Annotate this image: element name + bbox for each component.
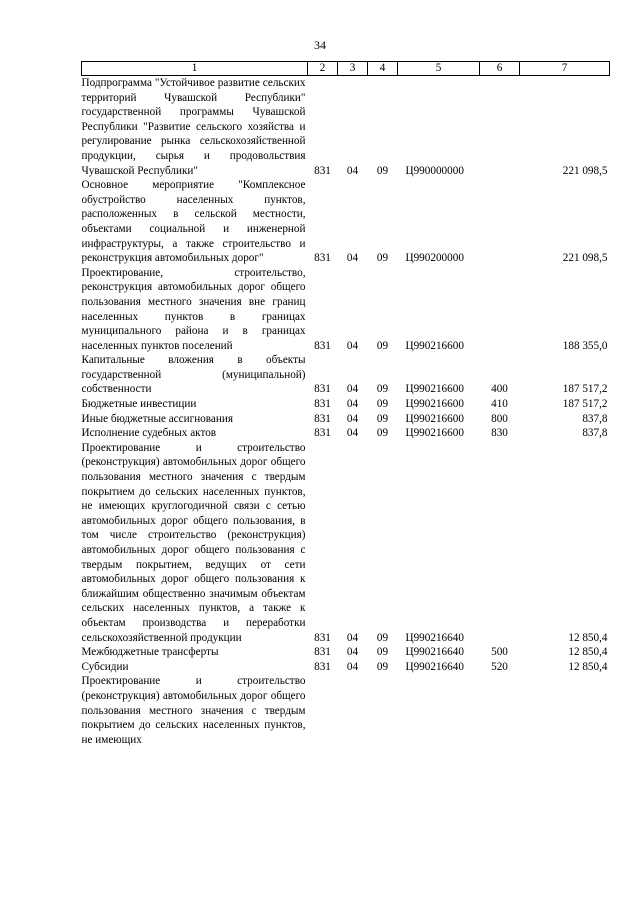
row-section: 04: [346, 631, 359, 644]
row-amount: 837,8: [582, 427, 608, 440]
row-amount: 12 850,4: [568, 631, 608, 644]
row-subsection: 09: [376, 398, 389, 411]
budget-table: [81, 61, 610, 747]
row-expense-type: [480, 674, 520, 747]
row-subsection: 09: [376, 646, 389, 659]
row-subsection: 09: [376, 660, 389, 673]
row-admin-code: [308, 674, 338, 747]
row-subsection: 09: [376, 383, 389, 396]
column-header: 1: [82, 62, 308, 76]
table-row: [82, 266, 610, 354]
row-admin-code: 831: [314, 398, 331, 411]
column-header: 3: [338, 62, 368, 76]
row-expense-type: [480, 441, 520, 645]
column-header: 5: [398, 62, 480, 76]
row-expense-type: 520: [491, 660, 508, 673]
table-row: [82, 353, 610, 397]
row-target-article: Ц990216640: [405, 646, 464, 659]
row-amount: 221 098,5: [562, 252, 608, 265]
row-target-article: Ц990216600: [405, 412, 464, 425]
table-row: [82, 660, 610, 675]
row-section: 04: [346, 398, 359, 411]
row-section: 04: [346, 164, 359, 177]
row-section: 04: [346, 339, 359, 352]
row-subsection: 09: [376, 427, 389, 440]
row-name: Бюджетные инвестиции: [81, 398, 197, 411]
row-amount: 221 098,5: [562, 164, 608, 177]
row-expense-type: 830: [491, 427, 508, 440]
row-name: Иные бюджетные ассигнования: [81, 412, 233, 425]
row-subsection: 09: [376, 631, 389, 644]
table-row: [82, 397, 610, 412]
row-admin-code: 831: [314, 383, 331, 396]
row-section: 04: [346, 252, 359, 265]
row-name: Проектирование, строительство, реконструкция автомобильных дорог общего пользования местного значения вне границ населенных пунктов в границах муниципального района и в границах населенных пунктов поселений: [81, 266, 306, 352]
table-row: [82, 645, 610, 660]
row-admin-code: 831: [314, 252, 331, 265]
row-target-article: Ц990216640: [405, 660, 464, 673]
row-amount: [520, 674, 610, 747]
row-name: Капитальные вложения в объекты государственной (муниципальной) собственности: [81, 354, 306, 396]
column-header: 4: [368, 62, 398, 76]
row-target-article: Ц990200000: [405, 252, 464, 265]
row-admin-code: 831: [314, 412, 331, 425]
row-amount: 188 355,0: [562, 339, 608, 352]
column-header: 6: [480, 62, 520, 76]
row-target-article: Ц990216640: [405, 631, 464, 644]
row-subsection: 09: [376, 412, 389, 425]
row-admin-code: 831: [314, 427, 331, 440]
row-name: Основное мероприятие "Комплексное обустройство населенных пунктов, расположенных в сельской местности, объектами социальной и инженерной инфраструктуры, а также строительство и реконструкция автомобильных дорог": [81, 179, 306, 265]
row-subsection: 09: [376, 164, 389, 177]
row-section: 04: [346, 412, 359, 425]
table-row: [82, 426, 610, 441]
row-subsection: [368, 674, 398, 747]
row-section: 04: [346, 427, 359, 440]
row-expense-type: 400: [491, 383, 508, 396]
row-section: 04: [346, 646, 359, 659]
row-expense-type: [480, 178, 520, 266]
table-row: [82, 412, 610, 427]
table-row: [82, 674, 610, 747]
table-row: [82, 76, 610, 179]
row-section: 04: [346, 383, 359, 396]
row-admin-code: 831: [314, 660, 331, 673]
row-expense-type: 410: [491, 398, 508, 411]
row-target-article: Ц990216600: [405, 339, 464, 352]
row-admin-code: 831: [314, 646, 331, 659]
row-name: Межбюджетные трансферты: [81, 646, 219, 659]
row-amount: 12 850,4: [568, 646, 608, 659]
row-subsection: 09: [376, 252, 389, 265]
row-section: 04: [346, 660, 359, 673]
table-row: [82, 178, 610, 266]
row-target-article: Ц990216600: [405, 398, 464, 411]
row-admin-code: 831: [314, 631, 331, 644]
row-name: Субсидии: [81, 660, 129, 673]
row-expense-type: 500: [491, 646, 508, 659]
column-header: 2: [308, 62, 338, 76]
table-row: [82, 441, 610, 645]
row-subsection: 09: [376, 339, 389, 352]
row-expense-type: [480, 76, 520, 179]
row-amount: 12 850,4: [568, 660, 608, 673]
row-admin-code: 831: [314, 164, 331, 177]
row-expense-type: 800: [491, 412, 508, 425]
row-target-article: Ц990000000: [405, 164, 464, 177]
row-amount: 187 517,2: [562, 398, 608, 411]
row-name: Проектирование и строительство (реконструкция) автомобильных дорог общего пользования местного значения с твердым покрытием до сельских населенных пунктов, не имеющих круглогодичной связи с сетью автомобильных дорог общего пользования, в том числе строительство (реконструкция) автомобильных дорог общего пользования с твердым покрытием, ведущих от сети автомобильных дорог общего пользования к ближайшим общественно значимым объектам сельских населенных пунктов, а также к объектам производства и переработки сельскохозяйственной продукции: [81, 441, 306, 644]
row-amount: 187 517,2: [562, 383, 608, 396]
row-section: [338, 674, 368, 747]
row-target-article: Ц990216600: [405, 383, 464, 396]
page-number: 34: [314, 38, 326, 52]
row-name: Подпрограмма "Устойчивое развитие сельских территорий Чувашской Республики" государственной программы Чувашской Республики "Развитие сельского хозяйства и регулирование рынка сельскохозяйственной продукции, сырья и продовольствия Чувашской Республики": [81, 77, 306, 177]
row-name: Проектирование и строительство (реконструкция) автомобильных дорог общего пользования местного значения с твердым покрытием до сельских населенных пунктов, не имеющих: [81, 675, 306, 746]
row-amount: 837,8: [582, 412, 608, 425]
table-header-row: [82, 62, 610, 76]
column-header: 7: [520, 62, 610, 76]
row-admin-code: 831: [314, 339, 331, 352]
row-name: Исполнение судебных актов: [81, 427, 217, 440]
row-expense-type: [480, 266, 520, 354]
row-target-article: [398, 674, 480, 747]
row-target-article: Ц990216600: [405, 427, 464, 440]
